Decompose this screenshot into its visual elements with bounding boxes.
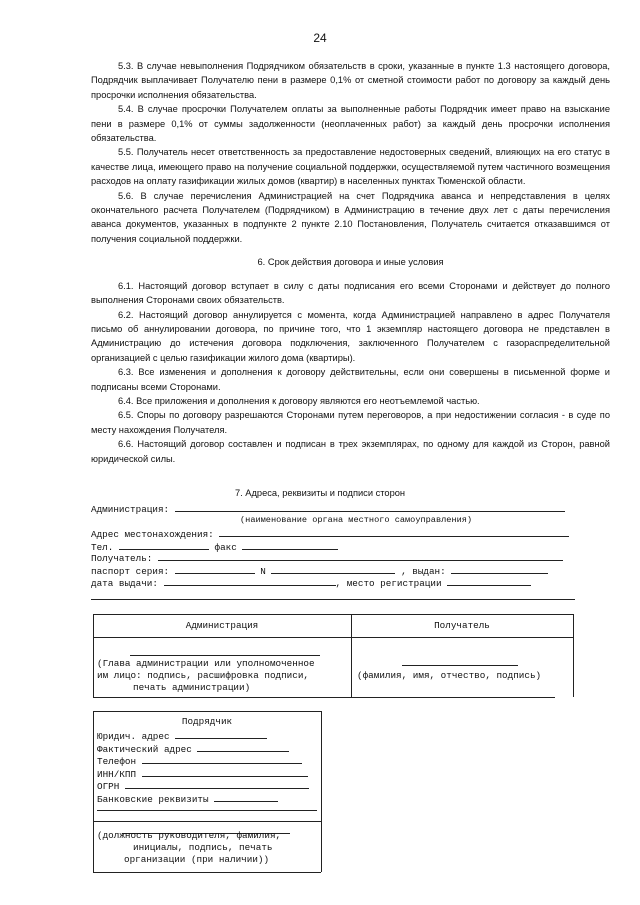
clause-6-3: 6.3. Все изменения и дополнения к договору действительны, если они совершены в письменной форме и подписаны всеми Сторонами. — [91, 367, 610, 392]
contractor-phone-label: Телефон — [97, 756, 137, 767]
section-6-heading: 6. Срок действия договора и иные условия — [257, 257, 444, 268]
passport-series-blank[interactable] — [175, 564, 255, 574]
address-blank[interactable] — [219, 527, 569, 537]
admin-sign-line-3: печать администрации) — [133, 682, 251, 693]
bank-details-label: Банковские реквизиты — [97, 794, 209, 805]
registration-label: , место регистрации — [335, 578, 442, 589]
admin-sign-line-1: (Глава администрации или уполномоченное — [97, 658, 315, 669]
clause-5-5: 5.5. Получатель несет ответственность за предоставление недостоверных сведений, влияющих на его статус в качестве лица, имеющего право на получение социальной поддержки, осуществляемой путем частичного возмещения расходов на оплату газификации жилых домов (квартир) в населенных пунктах Тюменской области. — [91, 147, 610, 187]
ogrn-label: ОГРН — [97, 781, 120, 792]
clause-6-6: 6.6. Настоящий договор составлен и подписан в трех экземплярах, по одному для каждой из Сторон, равной юридической силы. — [91, 439, 610, 464]
inn-kpp-blank[interactable] — [142, 767, 308, 777]
recipient-row — [91, 551, 563, 565]
actual-address-label: Фактический адрес — [97, 744, 192, 755]
inn-kpp-label: ИНН/КПП — [97, 769, 137, 780]
contractor-title: Подрядчик — [181, 716, 233, 727]
issue-date-label: дата выдачи: — [91, 578, 158, 589]
fax-label: факс — [214, 542, 237, 553]
issue-date-row — [91, 576, 531, 590]
admin-sign-line-2: им лицо: подпись, расшифровка подписи, — [97, 670, 310, 681]
administration-hint: (наименование органа местного самоуправления) — [240, 515, 473, 525]
issued-by-blank[interactable] — [451, 564, 548, 574]
administration-blank[interactable] — [175, 502, 565, 512]
contractor-bank-row — [97, 792, 278, 806]
contractor-sign-line-3: организации (при наличии)) — [124, 854, 270, 865]
address-row — [91, 527, 569, 541]
clause-5-4: 5.4. В случае просрочки Получателем оплаты за выполненные работы Подрядчик имеет право на взыскание пени в размере 0,1% от суммы задолженности (неоплаченных работ) за каждый день просрочки исполнения обязательства. — [91, 104, 610, 144]
recipient-blank[interactable] — [158, 551, 563, 561]
clause-6-5: 6.5. Споры по договору разрешаются Сторонами путем переговоров, а при недостижении согласия - в суде по месту нахождения Получателя. — [91, 410, 610, 435]
actual-address-blank[interactable] — [197, 742, 289, 752]
bank-details-blank[interactable] — [214, 792, 278, 802]
contractor-phone-blank[interactable] — [142, 754, 302, 764]
clause-6-2: 6.2. Настоящий договор аннулируется с момента, когда Администрацией направлено в адрес Получателя письмо об аннулировании договора, по причине того, что 1 экземпляр настоящего договора не представлен в Администрацию до истечения договора подключения, заключенного Получателем с газораспределительной организацией с целью газификации жилого дома (квартиры). — [91, 309, 610, 363]
contract-text — [91, 59, 610, 466]
clause-6-4: 6.4. Все приложения и дополнения к договору являются его неотъемлемой частью. — [118, 395, 480, 406]
contractor-phone-row — [97, 754, 302, 768]
recipient-column-header: Получатель — [434, 620, 490, 631]
section-7-heading: 7. Адреса, реквизиты и подписи сторон — [234, 488, 406, 498]
clause-6-1: 6.1. Настоящий договор вступает в силу с даты подписания его всеми Сторонами и действует до полного выполнения Сторонами своих обязательств. — [91, 280, 610, 306]
passport-number-blank[interactable] — [271, 564, 395, 574]
contractor-sign-line-2: инициалы, подпись, печать — [133, 842, 273, 853]
contractor-ogrn-row — [97, 779, 309, 793]
recipient-sign-line: (фамилия, имя, отчество, подпись) — [357, 670, 542, 681]
form-divider — [91, 599, 575, 600]
recipient-label: Получатель: — [91, 553, 153, 564]
phone-label: Тел. — [91, 542, 114, 553]
contractor-legal-address-row — [97, 729, 267, 743]
contractor-extra-blank[interactable] — [97, 810, 317, 811]
administration-label: Администрация: — [91, 504, 170, 515]
phone-blank[interactable] — [119, 540, 209, 550]
clause-5-3: 5.3. В случае невыполнения Подрядчиком обязательств в сроки, указанные в пункте 1.3 настоящего договора, Подрядчик выплачивает Получателю пени в размере 0,1% от сметной стоимости работ по договору за каждый день просрочки исполнения обязательства. — [91, 61, 610, 100]
fax-blank[interactable] — [242, 540, 338, 550]
passport-number-label: N — [260, 566, 266, 577]
registration-blank[interactable] — [447, 576, 531, 586]
contractor-sign-line-1: (должность руководителя, фамилия, — [97, 830, 282, 841]
passport-series-label: паспорт серия: — [91, 566, 170, 577]
address-label: Адрес местонахождения: — [91, 529, 214, 540]
legal-address-blank[interactable] — [175, 729, 267, 739]
admin-column-header: Администрация — [185, 620, 259, 631]
ogrn-blank[interactable] — [125, 779, 309, 789]
page-number: 24 — [313, 31, 327, 45]
issued-by-label: , выдан: — [401, 566, 446, 577]
recipient-signature-blank[interactable] — [402, 665, 518, 666]
legal-address-label: Юридич. адрес — [97, 731, 170, 742]
clause-5-6: 5.6. В случае перечисления Администрацией на счет Подрядчика аванса и непредставления в целях окончательного расчета Получателем (Подрядчиком) в Администрацию в течение двух лет с даты перечисления аванса документов, указанных в подпункте 2 пункте 2.10 Постановления, Получатель считается отказавшимся от получения социальной поддержки. — [91, 190, 610, 244]
admin-signature-blank[interactable] — [130, 655, 320, 656]
issue-date-blank[interactable] — [164, 576, 336, 586]
